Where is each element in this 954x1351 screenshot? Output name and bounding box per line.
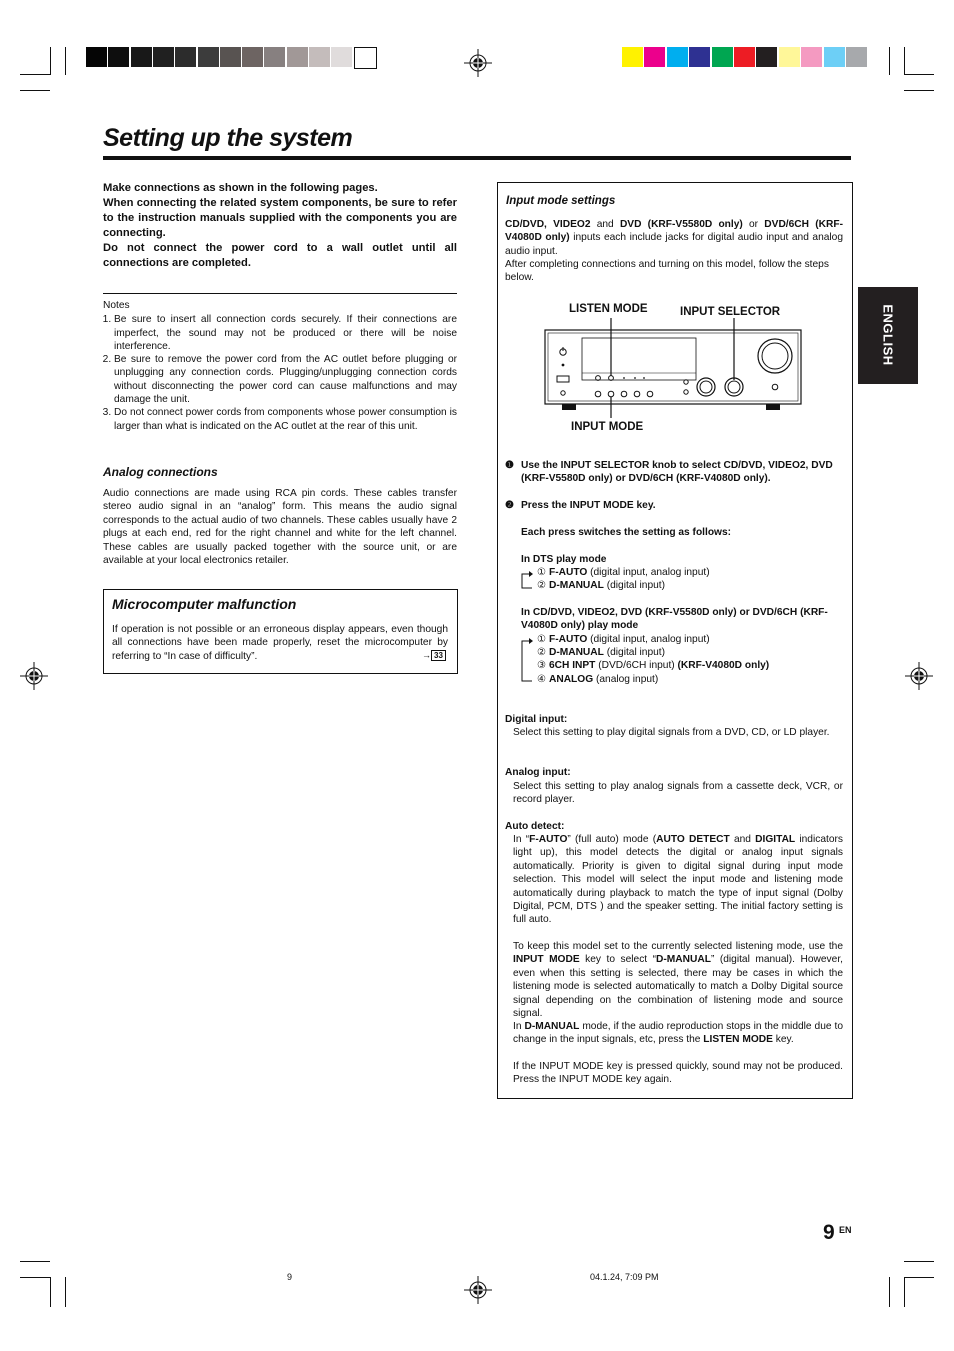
gray-swatch (175, 47, 196, 67)
registration-mark-icon (464, 49, 492, 77)
page-number: 9 (823, 1221, 835, 1244)
color-swatch (712, 47, 733, 67)
mode-name: D-MANUAL (524, 1021, 580, 1032)
color-swatch (824, 47, 845, 67)
label-input-mode: INPUT MODE (571, 421, 644, 433)
color-swatch (846, 47, 867, 67)
input-name: DVD (KRF-V5580D only) (619, 219, 743, 230)
note-item: 3. Do not connect power cords from components whose power consumption is larger than what is indicated on the AC outlet at the rear of this unit. (114, 406, 457, 433)
label-listen-mode: LISTEN MODE (569, 303, 648, 315)
auto-text: In “ (513, 834, 530, 845)
dm-text: key. (772, 1034, 794, 1046)
input-mode-intro-2: After completing connections and turning on this model, follow the steps below. (505, 259, 829, 284)
option-number: ② (537, 647, 547, 658)
option-desc: (digital input, analog input) (587, 634, 710, 645)
cycle-arrow-icon (519, 569, 535, 591)
cd-option (537, 659, 769, 672)
auto-text: and (729, 834, 756, 845)
cd-option (537, 633, 710, 646)
color-swatch (801, 47, 822, 67)
option-name: D-MANUAL (548, 580, 604, 591)
auto-text: ” (full auto) mode ( (567, 834, 657, 845)
keep-text: To keep this model set to the currently selected listening mode, use the (513, 941, 843, 952)
option-name: 6CH INPT (548, 660, 596, 671)
gray-swatch (264, 47, 285, 67)
keep-text: ” (digital manual). However, even when this setting is selected, there may be cases in which the listening mode is selected automatically to match a Dolby Digital source signal depending on the combination of listening mode and source signal. (513, 954, 843, 1020)
auto-text: indicators light up), this model detects the digital or analog input signals automatically. Priority is given to digital signal during input mode selection. This model will select the input mode and listening mode automatically during playback to match the type of input signal (Dolby Digital, PCM, DTS ) and the speaker setting. The initial factory setting is full auto. (513, 834, 843, 926)
micro-body: If operation is not possible or an erroneous display appears, even though all connections have been made properly, reset the microcomputer by referring to “In case of difficulty”. (112, 624, 448, 662)
input-name: DVD/6CH (KRF-V4080D only) (505, 219, 843, 244)
dts-heading: In DTS play mode (521, 554, 607, 565)
receiver-front-panel-diagram (544, 318, 802, 418)
option-number: ② (537, 580, 547, 591)
indicator-name: DIGITAL (755, 834, 796, 845)
input-name: CD/DVD, VIDEO2 (505, 219, 591, 230)
keep-mode-paragraph (513, 940, 843, 1020)
lead-paragraph: Do not connect the power cord to a wall outlet until all connections are completed. (103, 242, 457, 269)
dts-option (537, 579, 665, 592)
reference-page-number: 33 (431, 650, 446, 661)
page-reference (422, 650, 446, 660)
gray-swatch (242, 47, 263, 67)
title-rule (103, 156, 851, 160)
section-divider (103, 293, 457, 294)
input-mode-intro (505, 218, 843, 258)
step-2-number: ❷ (505, 500, 515, 511)
intro-text: or (742, 219, 765, 230)
switch-text: Each press switches the setting as follows: (521, 527, 732, 538)
digital-input-heading: Digital input: (505, 714, 568, 725)
option-number: ④ (537, 674, 547, 685)
gray-swatch (331, 47, 352, 67)
quick-press-note: If the INPUT MODE key is pressed quickly, sound may not be produced. Press the INPUT MODE key again. (513, 1061, 843, 1086)
step-1-text: Use the INPUT SELECTOR knob to select CD/DVD, VIDEO2, DVD (KRF-V5580D only) or DVD/6CH (KRF-V4080D only). (521, 460, 833, 485)
registration-mark-icon (464, 1276, 492, 1304)
option-number: ① (537, 634, 547, 645)
input-mode-heading: Input mode settings (506, 195, 616, 207)
option-desc: (digital input) (603, 647, 666, 658)
key-name: LISTEN MODE (703, 1034, 773, 1046)
label-input-selector: INPUT SELECTOR (680, 306, 781, 318)
option-desc: (digital input, analog input) (587, 567, 710, 578)
registration-mark-icon (20, 662, 48, 690)
option-desc: (analog input) (593, 674, 659, 685)
option-desc: (digital input) (603, 580, 666, 591)
footer-page: 9 (287, 1272, 293, 1282)
mode-name: D-MANUAL (656, 954, 711, 966)
cd-option (537, 646, 665, 659)
micro-heading: Microcomputer malfunction (112, 596, 297, 612)
option-number: ① (537, 567, 547, 578)
auto-detect-body (513, 833, 843, 927)
microcomputer-box (103, 589, 458, 674)
note-item: 2. Be sure to remove the power cord from the AC outlet before plugging or unplugging any connection cords. Plugging/unplugging connection cords without disconnecting the power cord can cause malfunctions and may damage the unit. (114, 353, 457, 406)
digital-input-body: Select this setting to play digital signals from a DVD, CD, or LD player. (513, 727, 830, 738)
option-desc: (DVD/6CH input) (595, 660, 678, 671)
footer-timestamp: 04.1.24, 7:09 PM (590, 1272, 659, 1282)
option-extra: (KRF-V4080D only) (677, 660, 770, 671)
gray-swatch (131, 47, 152, 67)
color-swatch (622, 47, 643, 67)
mode-name: F-AUTO (529, 834, 568, 845)
gray-swatch (354, 47, 377, 69)
dts-option (537, 566, 710, 579)
lead-paragraph: When connecting the related system components, be sure to refer to the instruction manuals supplied with the components you are connecting. (103, 197, 457, 239)
arrow-icon: → (422, 650, 431, 660)
analog-input-heading: Analog input: (505, 767, 571, 778)
note-item: 1. Be sure to insert all connection cords securely. If their connections are imperfect, the sound may not be produced or there will be noise interference. (114, 313, 457, 353)
cycle-arrow-icon (519, 636, 535, 684)
analog-body: Audio connections are made using RCA pin cords. These cables transfer stereo audio signal in an “analog” form. This means the audio signal corresponds to the actual audio of two channels. These cables usually have 2 plugs at each end, red for the right channel and white for the left channel. These cables are usually packed together with the source unit, or are available at your local electronics retailer. (103, 488, 457, 567)
step-2-text: Press the INPUT MODE key. (521, 500, 656, 511)
page-title: Setting up the system (103, 124, 353, 152)
lead-paragraph: Make connections as shown in the following pages. (103, 182, 378, 194)
cd-option (537, 673, 658, 686)
lead-instructions (103, 181, 457, 271)
analog-input-body: Select this setting to play analog signals from a cassette deck, VCR, or record player. (513, 781, 843, 806)
intro-text: inputs each include jacks for digital audio input and analog audio input. (505, 232, 843, 257)
color-swatch (734, 47, 755, 67)
key-name: INPUT MODE (513, 954, 580, 966)
keep-text: key to select “ (579, 954, 657, 966)
gray-swatch (86, 47, 107, 67)
dm-text: In (513, 1021, 525, 1032)
registration-mark-icon (905, 662, 933, 690)
gray-swatch (108, 47, 129, 67)
color-swatch (756, 47, 777, 67)
color-swatch (779, 47, 800, 67)
dm-text: mode, if the audio reproduction stops in the middle due to change in the input signals, etc, press the (513, 1021, 844, 1046)
auto-detect-heading: Auto detect: (505, 821, 565, 832)
notes-heading: Notes (103, 300, 130, 311)
option-name: F-AUTO (548, 567, 588, 578)
indicator-name: AUTO DETECT (656, 834, 730, 845)
gray-swatch (309, 47, 330, 67)
gray-swatch (153, 47, 174, 67)
page-number-suffix: EN (839, 1225, 852, 1235)
d-manual-paragraph (513, 1020, 843, 1047)
gray-swatch (220, 47, 241, 67)
option-name: F-AUTO (548, 634, 588, 645)
color-swatch (644, 47, 665, 67)
language-tab-label: ENGLISH (880, 304, 896, 366)
color-swatch (667, 47, 688, 67)
option-name: D-MANUAL (548, 647, 604, 658)
gray-swatch (198, 47, 219, 67)
notes-section (103, 299, 457, 433)
color-swatch (689, 47, 710, 67)
option-name: ANALOG (548, 674, 594, 685)
step-1-number: ❶ (505, 460, 515, 471)
cd-mode-heading: In CD/DVD, VIDEO2, DVD (KRF-V5580D only) or DVD/6CH (KRF-V4080D only) play mode (521, 607, 828, 632)
analog-heading: Analog connections (103, 465, 218, 479)
gray-swatch (287, 47, 308, 67)
intro-text: and (590, 219, 620, 230)
option-number: ③ (537, 660, 547, 671)
